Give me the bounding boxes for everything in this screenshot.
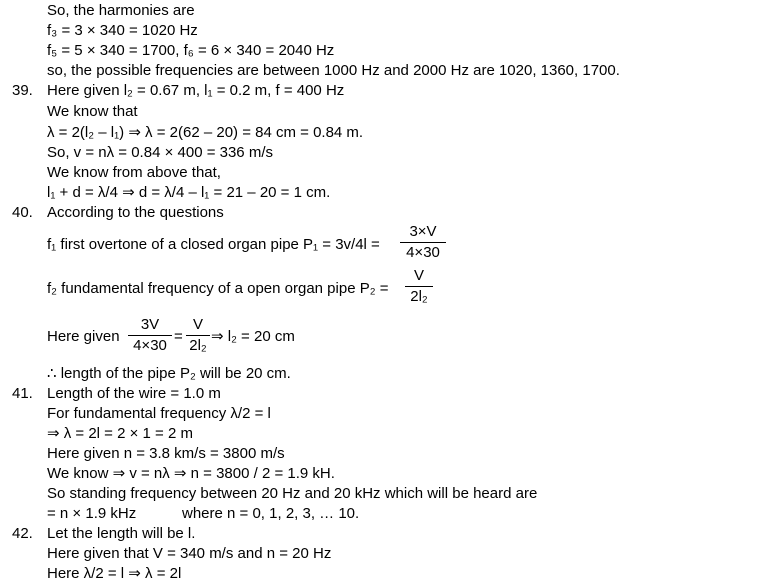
text-line: where n = 0, 1, 2, 3, … 10. [182, 505, 360, 522]
text-line: So, the harmonies are [47, 2, 195, 19]
fraction-bar [405, 286, 433, 287]
text-line: Let the length will be l. [47, 525, 196, 542]
text-line: We know that [47, 103, 138, 120]
text-line: Here given l₂ = 0.67 m, l₁ = 0.2 m, f = 400 Hz [47, 82, 345, 99]
text-line: Here given n = 3.8 km/s = 3800 m/s [47, 445, 285, 462]
text-line: f₅ = 5 × 340 = 1700, f₆ = 6 × 340 = 2040 Hz [47, 42, 335, 59]
text-line: So standing frequency between 20 Hz and 20 kHz which will be heard are [47, 485, 538, 502]
text-line: According to the questions [47, 204, 224, 221]
text-line: = n × 1.9 kHz [47, 505, 137, 522]
text-line: ⇒ λ = 2l = 2 × 1 = 2 m [47, 425, 193, 442]
text-line: f₁ first overtone of a closed organ pipe P₁ = 3v/4l = [47, 236, 380, 253]
fraction [405, 267, 433, 306]
fraction-numerator: V [413, 267, 424, 284]
fraction-bar [400, 242, 446, 243]
text-line: For fundamental frequency λ/2 = l [47, 405, 271, 422]
text-line: We know from above that, [47, 164, 221, 181]
fraction [128, 316, 172, 355]
text-line: Here given that V = 340 m/s and n = 20 Hz [47, 545, 332, 562]
text-line: Here given [47, 328, 120, 345]
text-line: f₃ = 3 × 340 = 1020 Hz [47, 22, 198, 39]
text-line: So, v = nλ = 0.84 × 400 = 336 m/s [47, 144, 273, 161]
text-line: ∴ length of the pipe P₂ will be 20 cm. [47, 365, 291, 382]
text-line: We know ⇒ v = nλ ⇒ n = 3800 / 2 = 1.9 kH. [47, 465, 335, 482]
fraction-numerator: V [192, 316, 203, 333]
question-number: 42. [12, 525, 33, 542]
fraction-denominator: 2l₂ [410, 288, 428, 305]
fraction-denominator: 4×30 [133, 337, 167, 354]
equals-sign: = [174, 328, 183, 345]
fraction-numerator: 3V [140, 316, 160, 333]
fraction [186, 316, 210, 355]
question-number: 41. [12, 385, 33, 402]
text-line: Here λ/2 = l ⇒ λ = 2l [47, 565, 182, 582]
text-line: so, the possible frequencies are between 1000 Hz and 2000 Hz are 1020, 1360, 1700. [47, 62, 620, 79]
fraction-denominator: 4×30 [406, 244, 440, 261]
fraction-numerator: 3×V [409, 223, 437, 240]
fraction-bar [186, 335, 210, 336]
question-number: 40. [12, 204, 33, 221]
fraction-bar [128, 335, 172, 336]
text-line: Length of the wire = 1.0 m [47, 385, 221, 402]
text-line: l₁ + d = λ/4 ⇒ d = λ/4 – l₁ = 21 – 20 = 1 cm. [47, 184, 331, 201]
text-line: ⇒ l₂ = 20 cm [211, 328, 295, 345]
fraction-denominator: 2l₂ [189, 337, 207, 354]
text-line: f₂ fundamental frequency of a open organ pipe P₂ = [47, 280, 389, 297]
fraction [400, 223, 446, 262]
text-line: λ = 2(l₂ – l₁) ⇒ λ = 2(62 – 20) = 84 cm = 0.84 m. [47, 124, 364, 141]
question-number: 39. [12, 82, 33, 99]
